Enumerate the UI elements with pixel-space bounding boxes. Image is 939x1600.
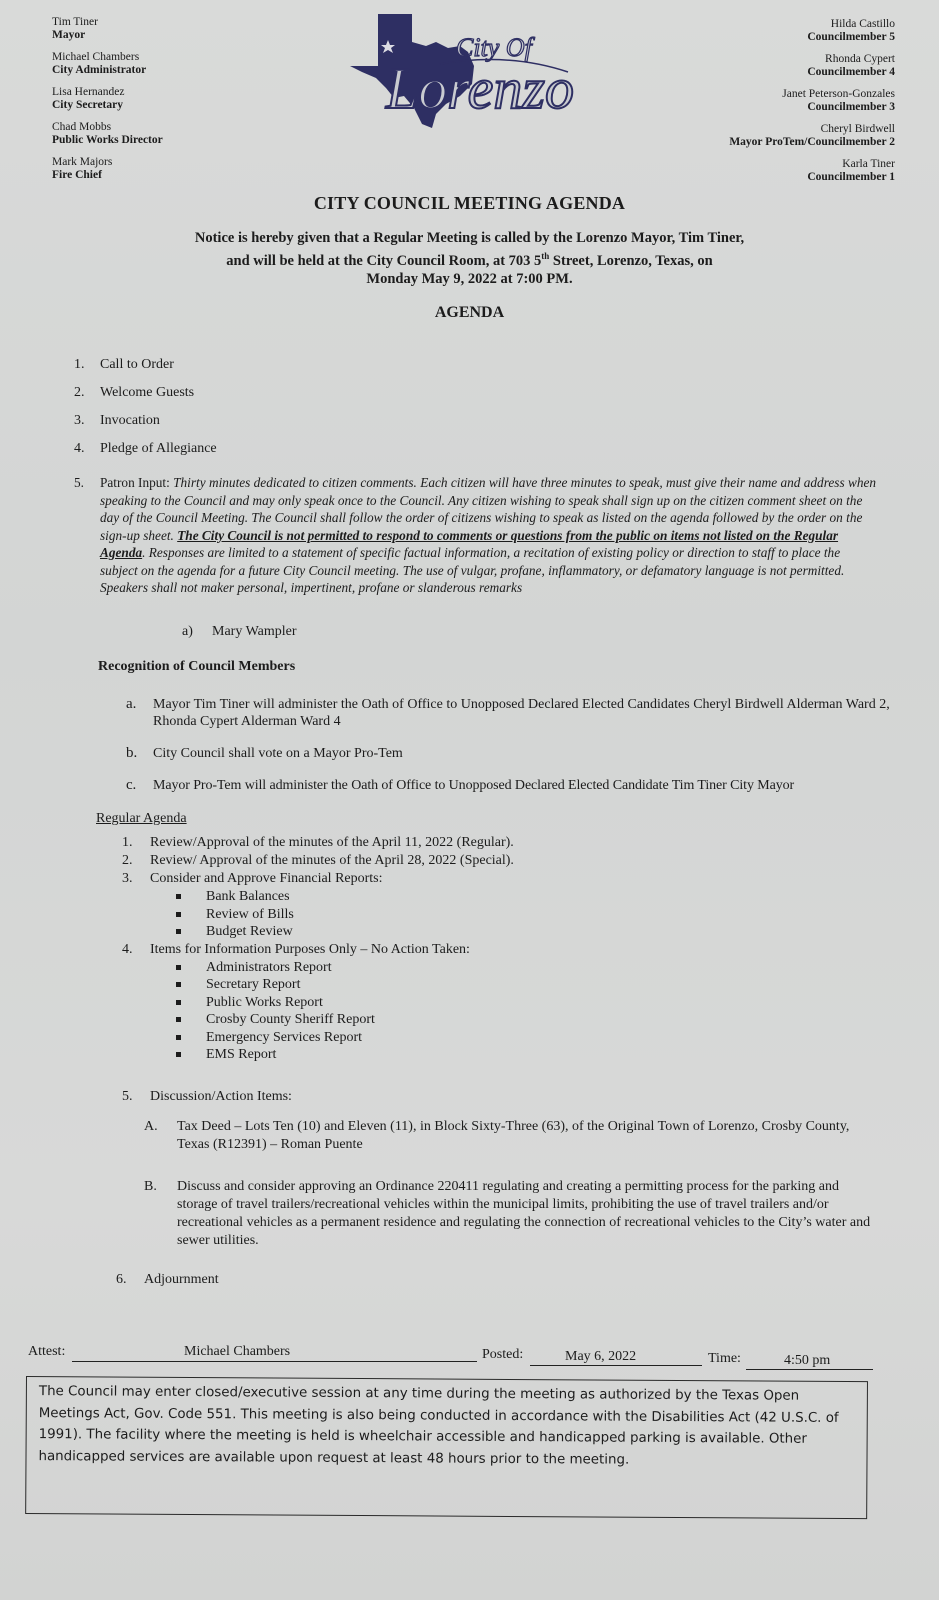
item-text: City Council shall vote on a Mayor Pro-Tem [153,746,403,761]
bullet-item [176,888,892,906]
item-number: 3. [122,871,133,886]
item-text: Mayor Pro-Tem will administer the Oath of Office to Unopposed Declared Elected Candidate Tim Tiner City Mayor [153,778,795,793]
patron-input-rules: Thirty minutes dedicated to citizen comments. Each citizen will have three minutes to speak, must give their name and address when speaking to the Council and may only speak once to the Council. Any citizen wishing to speak shall sign up on the citizen comment sheet on the day of the Council Meeting. The Council shall follow the order of citizens wishing to speak as listed on the agenda followed by the order on the sign-up sheet. [100,475,877,543]
bullet-icon [176,982,181,987]
patron-input-label: Patron Input: [100,475,174,490]
item-number: 1. [74,357,85,372]
notice-line: Notice is hereby given that a Regular Meeting is called by the Lorenzo Mayor, Tim Tiner, [194,230,745,246]
preliminary-items [74,357,217,469]
recognition-heading: Recognition of Council Members [98,659,296,674]
item-text: Discuss and consider approving an Ordinance 220411 regulating and creating a permitting process for the parking and storage of travel trailers/recreational vehicles within the municipal limits, prohibiting the use of travel trailers and/or recreational vehicles as a permanent residence and regulating the connection of recreational vehicles to the City’s water and sewer utilities. [177,1179,871,1248]
bullet-item [176,959,892,977]
item-text: Items for Information Purposes Only – No Action Taken: [150,941,470,957]
agenda-item [122,834,892,852]
speaker-name: Mary Wampler [212,624,297,639]
staff-entry [52,156,163,182]
staff-list [52,16,163,191]
bullet-icon [176,1017,181,1022]
attest-name: Michael Chambers [184,1344,291,1359]
bullet-text: Crosby County Sheriff Report [206,1012,375,1027]
staff-entry [52,51,163,77]
council-name: Cheryl Birdwell [820,123,895,135]
posted-underline [530,1365,702,1366]
item-text: Review/Approval of the minutes of the April 11, 2022 (Regular). [150,835,514,850]
council-entry [729,123,895,149]
bullet-icon [176,894,181,899]
council-entry [729,18,895,44]
bullet-item [176,976,892,994]
discussion-item [144,1178,882,1250]
regular-agenda-items [122,834,892,1064]
item-text: Adjournment [144,1272,219,1287]
item-number: 2. [122,853,133,868]
bullet-list [122,959,892,1064]
council-name: Rhonda Cypert [825,53,895,65]
notice-text: Street, Lorenzo, Texas, on [549,252,713,269]
bullet-list [122,888,892,941]
agenda-item [74,441,217,469]
bullet-icon [176,929,181,934]
attest-label: Attest: [28,1344,66,1359]
patron-input-text [100,474,879,597]
staff-name: Chad Mobbs [52,121,112,133]
bullet-text: Administrators Report [206,959,332,975]
discussion-items [122,1088,882,1250]
attest-underline [72,1361,477,1362]
attestation-line [28,1344,873,1366]
patron-input-item [74,474,879,597]
recognition-item [126,696,896,730]
staff-role: City Administrator [52,64,147,76]
item-letter: a. [126,696,137,712]
notice-line [0,247,939,270]
discussion-item [144,1118,882,1154]
bullet-text: Secretary Report [206,977,301,992]
bullet-icon [176,1000,181,1005]
patron-input-rules-cont: . Responses are limited to a statement of specific factual information, a recitation of existing policy or direction to staff to place the subject on the agenda for a future City Council meeting. The use of vulgar, profane, inflammatory, or defamatory language is not permitted. Speakers shall not maker personal, impertinent, profane or slanderous remarks [100,545,845,595]
council-entry [729,88,895,114]
city-of-lorenzo-logo [348,12,618,132]
bullet-item [176,1046,892,1064]
staff-entry [52,121,163,147]
time-value: 4:50 pm [784,1353,831,1368]
item-text: Invocation [100,413,160,428]
staff-entry [52,86,163,112]
bullet-text: Review of Bills [206,906,294,922]
agenda-item [122,870,892,888]
bullet-item [176,994,892,1012]
council-role: Councilmember 1 [807,171,895,183]
council-role: Mayor ProTem/Councilmember 2 [729,136,895,148]
notice-line: Monday May 9, 2022 at 7:00 PM. [366,270,573,287]
item-text: Call to Order [100,357,174,372]
regular-agenda-heading: Regular Agenda [96,811,187,826]
accessibility-notice-box: The Council may enter closed/executive session at any time during the meeting as authorized by the Texas Open Meetings Act, Gov. Code 551. This meeting is also being conducted in accordance with the Disabilities Act (42 U.S.C. of 1991). The facility where the meeting is held is wheelchair accessible and handicapped parking is available. Other handicapped services are available upon request at least 48 hours prior to the meeting. [25,1376,868,1519]
bullet-item [176,1029,892,1047]
item-number: 1. [122,835,133,850]
logo-text-lorenzo: Lorenzo [386,56,574,121]
recognition-items [126,696,896,809]
council-role: Councilmember 5 [807,31,895,43]
bullet-icon [176,912,181,917]
bullet-item [176,906,892,924]
time-underline [746,1369,873,1370]
bullet-text: Bank Balances [206,889,290,904]
item-number: 5. [122,1089,133,1104]
item-text: Mayor Tim Tiner will administer the Oath of Office to Unopposed Declared Elected Candidates Cheryl Birdwell Alderman Ward 2, Rhonda Cypert Alderman Ward 4 [153,697,890,729]
adjournment-item [116,1272,219,1288]
item-letter: b. [126,745,138,761]
bullet-icon [176,1035,181,1040]
item-number: 4. [74,441,85,456]
item-text: Consider and Approve Financial Reports: [150,871,383,886]
item-letter: c. [126,777,137,793]
posted-date: May 6, 2022 [565,1349,637,1364]
recognition-item [126,777,896,794]
staff-name: Lisa Hernandez [52,86,125,98]
agenda-item [74,357,217,385]
item-number: 2. [74,385,85,400]
council-name: Janet Peterson-Gonzales [782,88,895,100]
agenda-item [122,1088,882,1106]
item-text: Tax Deed – Lots Ten (10) and Eleven (11), in Block Sixty-Three (63), of the Original Town of Lorenzo, Crosby County, Texas (R12391) – Roman Puente [177,1119,850,1152]
agenda-item [74,413,217,441]
speaker-entry [182,624,297,640]
council-entry [729,53,895,79]
notice-text: and will be held at the City Council Room, at 703 5 [226,252,542,269]
staff-role: Fire Chief [52,169,102,181]
item-letter: B. [144,1179,157,1194]
item-number: 3. [74,413,85,428]
staff-name: Tim Tiner [52,16,98,28]
staff-role: Public Works Director [52,134,163,146]
bullet-text: EMS Report [206,1047,277,1062]
bullet-icon [176,1052,181,1057]
agenda-item [122,852,892,870]
council-name: Karla Tiner [842,158,895,170]
time-label: Time: [708,1351,741,1366]
council-list [729,18,895,193]
item-text: Discussion/Action Items: [150,1089,292,1104]
page-title: CITY COUNCIL MEETING AGENDA [313,193,626,213]
item-text: Welcome Guests [100,385,195,400]
meeting-notice [0,229,939,288]
staff-name: Michael Chambers [52,51,140,63]
staff-entry [52,16,163,42]
bullet-text: Public Works Report [206,994,323,1010]
bullet-text: Emergency Services Report [206,1029,363,1045]
item-number: 4. [122,941,133,957]
patron-input-restriction: The City Council is not permitted to respond to comments or questions from the public on items not listed on the Regular Agenda [100,527,839,560]
staff-name: Mark Majors [52,156,113,168]
notice-superscript: th [541,251,550,261]
item-number: 5. [74,475,84,490]
speaker-label: a) [182,624,193,639]
item-letter: A. [144,1119,158,1134]
bullet-item [176,923,892,941]
council-role: Councilmember 3 [807,101,895,113]
agenda-item [122,941,892,959]
item-text: Review/ Approval of the minutes of the April 28, 2022 (Special). [150,853,514,868]
council-role: Councilmember 4 [807,66,895,78]
bullet-item [176,1011,892,1029]
item-number: 6. [116,1272,127,1287]
staff-role: Mayor [52,29,86,41]
agenda-item [74,385,217,413]
agenda-heading: AGENDA [434,304,505,321]
posted-label: Posted: [482,1347,524,1362]
recognition-item [126,745,896,762]
council-name: Hilda Castillo [830,18,895,30]
bullet-text: Budget Review [206,924,293,939]
item-text: Pledge of Allegiance [100,441,217,456]
bullet-icon [176,965,181,970]
council-entry [729,158,895,184]
logo-text-city-of: City Of [456,33,532,62]
staff-role: City Secretary [52,99,123,111]
